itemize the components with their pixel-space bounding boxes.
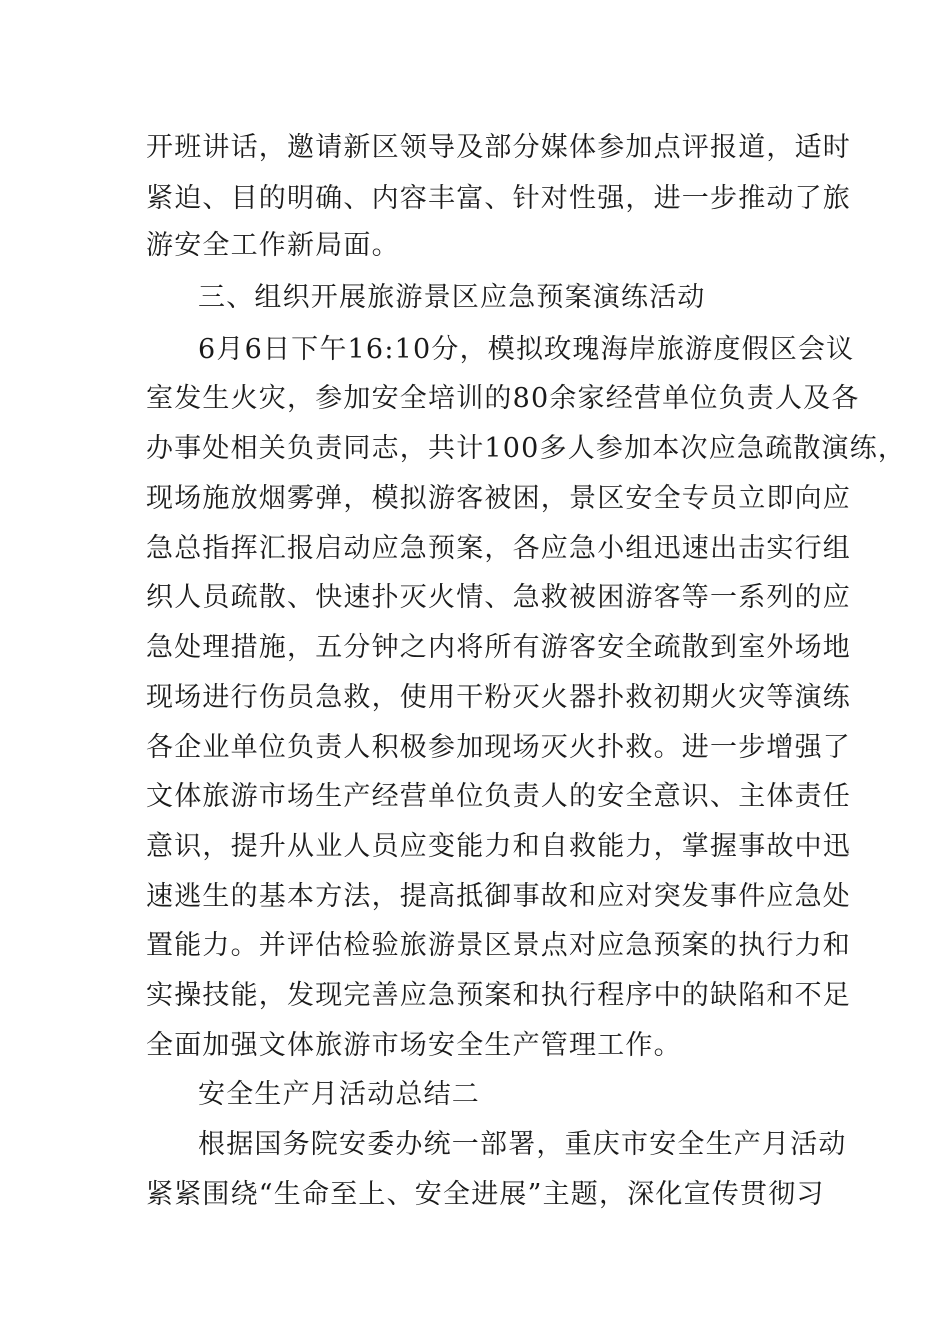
paragraph-line: 实操技能，发现完善应急预案和执行程序中的缺陷和不足 — [146, 980, 851, 1011]
paragraph-line: 紧紧围绕“生命至上、安全进展”主题，深化宣传贯彻习 — [146, 1179, 825, 1210]
paragraph-line: 织人员疏散、快速扑灭火情、急救被困游客等一系列的应 — [146, 582, 851, 613]
paragraph-line: 6月6日下午16:10分，模拟玫瑰海岸旅游度假区会议 — [198, 334, 855, 365]
paragraph-line: 速逃生的基本方法，提高抵御事故和应对突发事件应急处 — [146, 881, 851, 912]
paragraph-line: 各企业单位负责人积极参加现场灭火扑救。进一步增强了 — [146, 732, 851, 763]
paragraph-line: 文体旅游市场生产经营单位负责人的安全意识、主体责任 — [146, 781, 851, 812]
section-heading: 三、组织开展旅游景区应急预案演练活动 — [198, 282, 706, 313]
paragraph-line: 游安全工作新局面。 — [146, 230, 400, 261]
paragraph-line: 办事处相关负责同志，共计100多人参加本次应急疏散演练， — [146, 433, 907, 464]
paragraph-line: 根据国务院安委办统一部署，重庆市安全生产月活动 — [198, 1129, 847, 1160]
paragraph-line: 现场施放烟雾弹，模拟游客被困，景区安全专员立即向应 — [146, 483, 851, 514]
paragraph-line: 室发生火灾，参加安全培训的80余家经营单位负责人及各 — [146, 383, 860, 414]
paragraph-line: 现场进行伤员急救，使用干粉灭火器扑救初期火灾等演练 — [146, 682, 851, 713]
paragraph-line: 急总指挥汇报启动应急预案，各应急小组迅速出击实行组 — [146, 533, 851, 564]
paragraph-line: 开班讲话，邀请新区领导及部分媒体参加点评报道，适时 — [146, 132, 851, 163]
paragraph-line: 紧迫、目的明确、内容丰富、针对性强，进一步推动了旅 — [146, 183, 851, 214]
paragraph-line: 意识，提升从业人员应变能力和自救能力，掌握事故中迅 — [146, 831, 851, 862]
paragraph-line: 急处理措施，五分钟之内将所有游客安全疏散到室外场地 — [146, 632, 851, 663]
paragraph-line: 置能力。并评估检验旅游景区景点对应急预案的执行力和 — [146, 930, 851, 961]
section-heading: 安全生产月活动总结二 — [198, 1079, 480, 1110]
paragraph-line: 全面加强文体旅游市场安全生产管理工作。 — [146, 1030, 682, 1061]
